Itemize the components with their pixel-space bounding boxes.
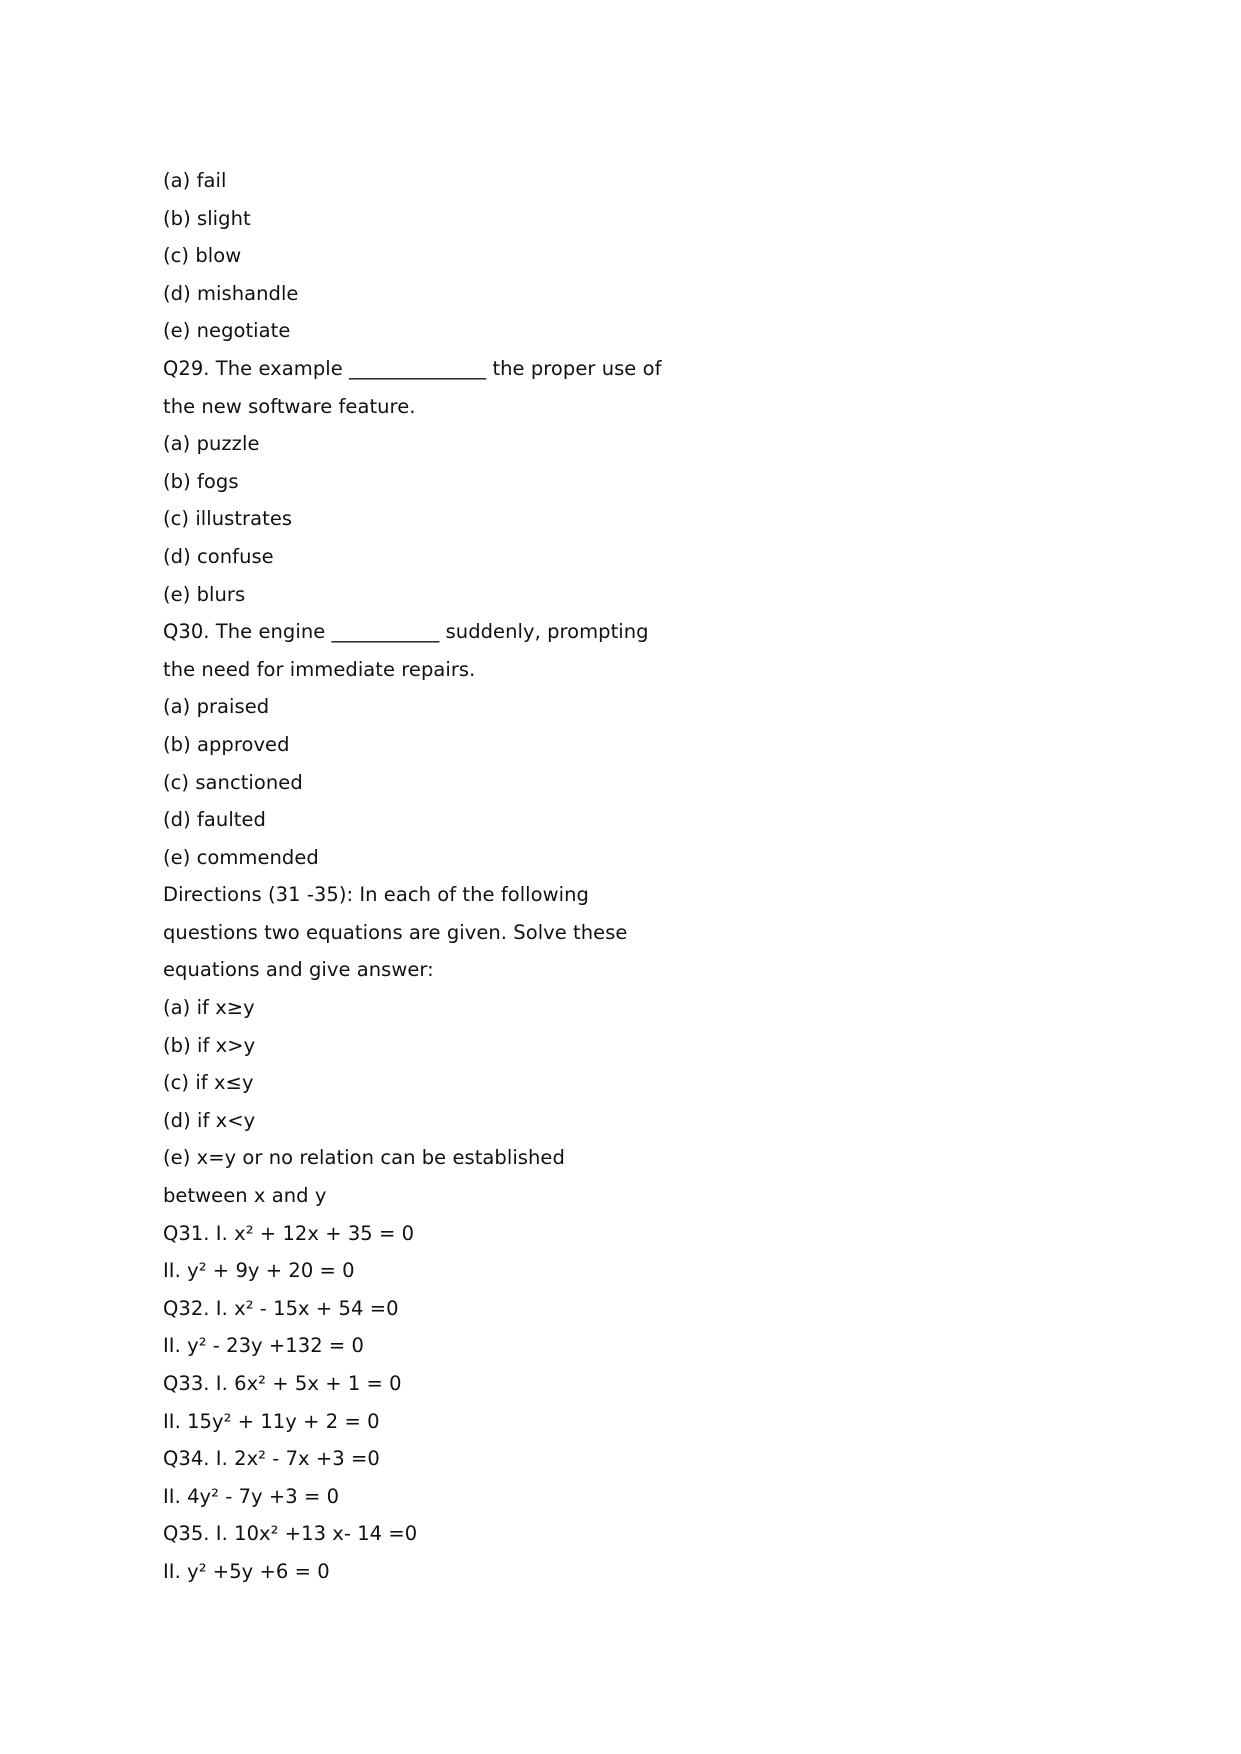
directions-option-a: (a) if x≥y (163, 996, 255, 1020)
q28-option-e: (e) negotiate (163, 319, 291, 343)
directions-line-3: equations and give answer: (163, 958, 434, 982)
document-body (163, 162, 723, 1591)
q35-equation-2: II. y² +5y +6 = 0 (163, 1559, 330, 1583)
q30-option-c: (c) sanctioned (163, 770, 303, 794)
directions-line-2: questions two equations are given. Solve these (163, 920, 628, 944)
q29-question-line-1: Q29. The example ______________ the proper use of (163, 356, 662, 380)
q29-option-e: (e) blurs (163, 582, 246, 606)
q30-option-b: (b) approved (163, 732, 290, 756)
q35-equation-1: Q35. I. 10x² +13 x- 14 =0 (163, 1522, 418, 1546)
directions-line-1: Directions (31 -35): In each of the following (163, 883, 589, 907)
directions-option-e-line-2: between x and y (163, 1184, 327, 1208)
q28-option-c: (c) blow (163, 244, 242, 268)
q32-equation-1: Q32. I. x² - 15x + 54 =0 (163, 1296, 399, 1320)
q28-option-a: (a) fail (163, 169, 227, 192)
q30-option-a: (a) praised (163, 695, 270, 719)
q30-question-line-2: the need for immediate repairs. (163, 657, 476, 681)
q33-equation-2: II. 15y² + 11y + 2 = 0 (163, 1409, 380, 1433)
q29-option-c: (c) illustrates (163, 507, 293, 531)
q34-equation-2: II. 4y² - 7y +3 = 0 (163, 1484, 340, 1508)
directions-option-b: (b) if x>y (163, 1033, 256, 1057)
directions-option-c: (c) if x≤y (163, 1071, 254, 1095)
q30-question-line-1: Q30. The engine ___________ suddenly, prompting (163, 620, 649, 644)
q28-option-d: (d) mishandle (163, 281, 299, 305)
directions-option-e-line-1: (e) x=y or no relation can be established (163, 1146, 565, 1170)
q34-equation-1: Q34. I. 2x² - 7x +3 =0 (163, 1447, 380, 1471)
q33-equation-1: Q33. I. 6x² + 5x + 1 = 0 (163, 1372, 402, 1395)
q31-equation-1: Q31. I. x² + 12x + 35 = 0 (163, 1221, 415, 1245)
q31-equation-2: II. y² + 9y + 20 = 0 (163, 1259, 355, 1283)
q29-option-b: (b) fogs (163, 469, 239, 493)
q29-option-d: (d) confuse (163, 544, 274, 568)
directions-option-d: (d) if x<y (163, 1108, 256, 1132)
q30-option-e: (e) commended (163, 845, 319, 869)
q28-option-b: (b) slight (163, 206, 251, 230)
q29-question-line-2: the new software feature. (163, 394, 416, 418)
q29-option-a: (a) puzzle (163, 432, 260, 456)
q30-option-d: (d) faulted (163, 808, 266, 832)
q32-equation-2: II. y² - 23y +132 = 0 (163, 1334, 364, 1358)
